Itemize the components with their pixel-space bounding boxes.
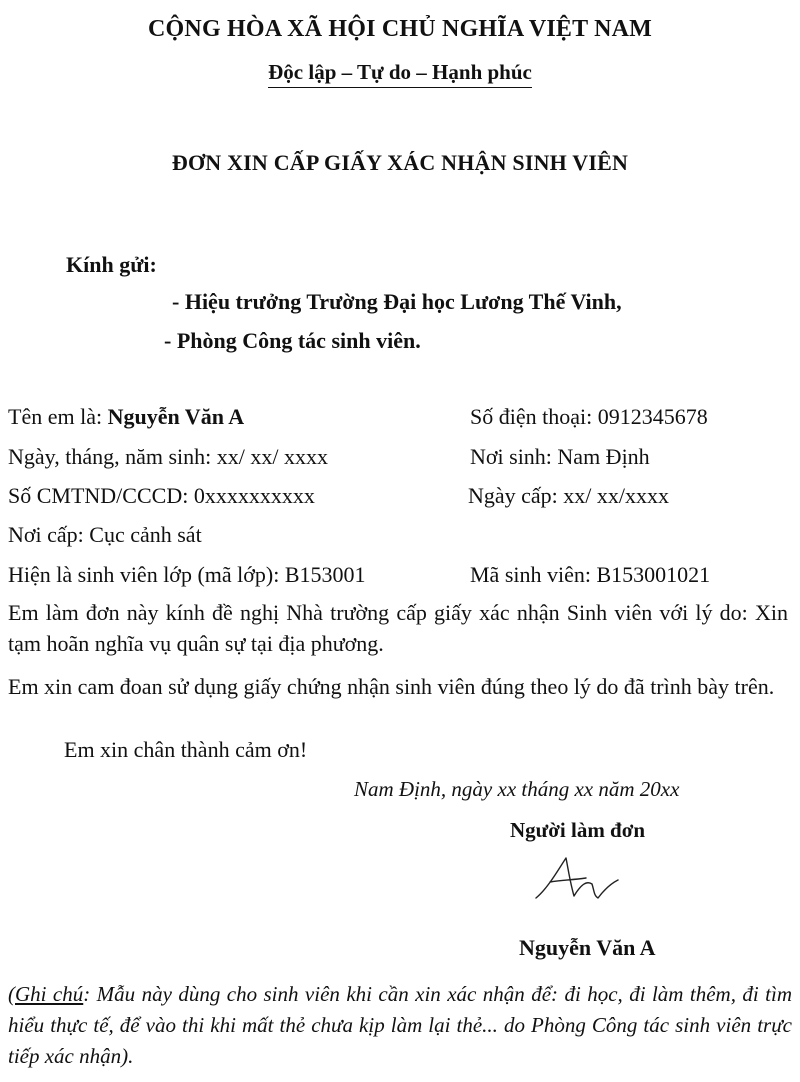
request-paragraph: Em làm đơn này kính đề nghị Nhà trường cấp giấy xác nhận Sinh viên với lý do: Xin tạm hoãn nghĩa vụ quân sự tại địa phương. [8, 600, 788, 656]
name-label: Tên em là: [8, 404, 108, 429]
motto-wrapper [0, 60, 800, 88]
phone-field: Số điện thoại: 0912345678 [470, 404, 708, 429]
document-title: ĐƠN XIN CẤP GIẤY XÁC NHẬN SINH VIÊN [171, 150, 629, 175]
thanks-line: Em xin chân thành cảm ơn! [64, 737, 308, 762]
national-header: CỘNG HÒA XÃ HỘI CHỦ NGHĨA VIỆT NAM [148, 16, 652, 42]
signature-icon [528, 850, 638, 910]
dob-field: Ngày, tháng, năm sinh: xx/ xx/ xxxx [8, 444, 328, 469]
recipient-principal: - Hiệu trưởng Trường Đại học Lương Thế Vinh, [172, 289, 622, 314]
note-open-paren: ( [8, 982, 15, 1006]
issue-place-field: Nơi cấp: Cục cảnh sát [8, 522, 202, 547]
note-label: Ghi chú [15, 982, 84, 1006]
place-date: Nam Định, ngày xx tháng xx năm 20xx [354, 777, 680, 801]
issue-date-field: Ngày cấp: xx/ xx/xxxx [468, 483, 670, 508]
name-field [8, 404, 244, 430]
national-motto: Độc lập – Tự do – Hạnh phúc [268, 60, 532, 88]
student-id-field: Mã sinh viên: B153001021 [470, 562, 711, 587]
birthplace-field: Nơi sinh: Nam Định [470, 444, 650, 469]
applicant-label: Người làm đơn [510, 818, 646, 842]
id-number-field: Số CMTND/CCCD: 0xxxxxxxxxx [8, 483, 315, 508]
signer-name: Nguyễn Văn A [519, 935, 656, 960]
commitment-paragraph: Em xin cam đoan sử dụng giấy chứng nhận sinh viên đúng theo lý do đã trình bày trên. [8, 674, 775, 699]
recipient-student-affairs: - Phòng Công tác sinh viên. [164, 328, 421, 353]
footnote [8, 979, 792, 1072]
name-value: Nguyễn Văn A [107, 404, 245, 429]
note-text: : Mẫu này dùng cho sinh viên khi cần xin xác nhận để: đi học, đi làm thêm, đi tìm hiểu thực tế, để vào thi khi mất thẻ chưa kịp làm lại thẻ... do Phòng Công tác sinh viên trực tiếp xác nhận). [8, 982, 792, 1068]
class-code-field: Hiện là sinh viên lớp (mã lớp): B153001 [8, 562, 366, 587]
salutation: Kính gửi: [66, 252, 157, 277]
